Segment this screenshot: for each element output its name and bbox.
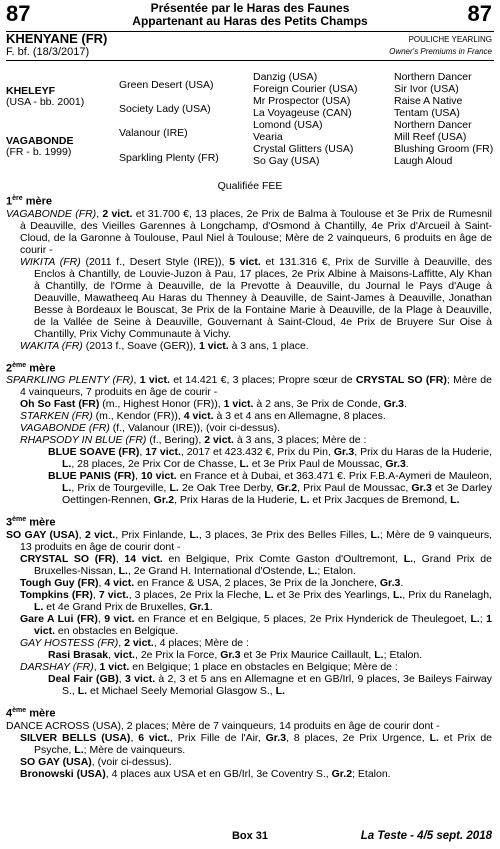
owner-line: Appartenant au Haras des Petits Champs bbox=[132, 14, 368, 28]
pedigree-dam: VAGABONDE bbox=[6, 135, 74, 147]
pedigree-sire: KHELEYF bbox=[6, 85, 56, 97]
second-dam-paragraph: SPARKLING PLENTY (FR), 1 vict. et 14.421 €, 3 places; Propre sœur de CRYSTAL SO (FR); Mère de 4 vainqueurs, 7 produits en âge de courir - bbox=[6, 374, 492, 399]
pedigree-gen4-3: Raise A Native bbox=[394, 95, 463, 107]
first-dam-paragraph: VAGABONDE (FR), 2 vict. et 31.700 €, 13 places, 2e Prix de Balma à Toulouse et 3e Prix de Rumesnil à Deauville, des Vieilles Garennes à Longchamp, d'Osmond à Chantilly, 4e Prix d'Arcueil à Saint-Cloud, de la Garonne à Toulouse, Paul Niel à Toulouse; Mère de 2 vainqueurs, 6 produits en âge de courir - bbox=[6, 207, 492, 256]
produce-record bbox=[6, 193, 492, 780]
pedigree-gen3-1: Danzig (USA) bbox=[253, 71, 318, 83]
produce-rhapsody-in-blue: RHAPSODY IN BLUE (FR) (f., Bering), 2 vict. à 3 ans, 3 places; Mère de : bbox=[20, 434, 367, 447]
consignor-header bbox=[90, 2, 410, 28]
pedigree-gen3-2: Foreign Courier (USA) bbox=[253, 83, 358, 95]
section-heading-4: 4ème mère bbox=[6, 706, 56, 720]
pedigree-gen4-6: Mill Reef (USA) bbox=[394, 131, 467, 143]
section-heading-3: 3ème mère bbox=[6, 516, 56, 529]
qualification: Qualifiée FEE bbox=[217, 180, 283, 192]
produce-wikita-2011: WIKITA (FR) (2011 f., Desert Style (IRE)), 5 vict. et 131.316 €, Prix de Surville à Deauville, des Enclos à Chantilly, de Louvie-Juzon à Pau, 17 places, 2e Prix Albine à Maisons-Laffitte, Aly Khan à Chantilly, de l'Orme à Deauville, de la Prevotte à Deauville, du Journal le Pays d'Auge à Deauville, Mawatheeq Au Haras du Thenney à Deauville, de Saint-James à Deauville, Jonathan Besse à Bordeaux le Bouscat, 3e Prix de la Fontaine Marie à Deauville, de la Plage à Deauville, de la Vallée de Seine à Deauville, Gouvernant à Saint-Cloud, 4e Prix de Bruyere Sur Oise à Chantilly, Prix Vichy Communaute à Vichy. bbox=[20, 255, 492, 340]
footer-sale-info: La Teste - 4/5 sept. 2018 bbox=[360, 830, 492, 842]
horse-name: KHENYANE (FR) bbox=[6, 31, 108, 46]
pedigree-gen2-4: Sparkling Plenty (FR) bbox=[119, 152, 219, 164]
pedigree-rule-top bbox=[6, 60, 494, 61]
owner-premium-tag: Owner's Premiums in France bbox=[389, 47, 492, 56]
pedigree-dam-info: (FR - b. 1999) bbox=[6, 146, 72, 158]
pedigree-gen3-5: Lomond (USA) bbox=[253, 119, 323, 131]
produce-gay-hostess: GAY HOSTESS (FR), 2 vict., 4 places; Mère de : bbox=[20, 636, 249, 649]
produce-blue-panis: BLUE PANIS (FR), 10 vict. en France et à Dubai, et 363.471 €. Prix F.B.A-Aymeri de Mauleon, L., Prix de Tourgeville, L. 2e Oak Tree Derby, Gr.2, Prix Paul de Moussac, Gr.3 et 3e Darley Oettingen-Rennen, Gr.2, Prix Haras de la Huderie, L. et Prix Jacques de Bremond, L. bbox=[48, 470, 493, 507]
lot-number-left: 87 bbox=[6, 1, 31, 26]
produce-so-gay: SO GAY (USA), (voir ci-dessus). bbox=[20, 755, 172, 768]
produce-deal-fair: Deal Fair (GB), 3 vict. à 2, 3 et 5 ans en Allemagne et en GB/Irl, 9 places, 3e Baileys Fairway S., L. et Michael Seely Memorial Glasgow S., L. bbox=[48, 672, 492, 697]
footer-box-number: Box 31 bbox=[231, 830, 269, 842]
produce-oh-so-fast: Oh So Fast (FR) (m., Highest Honor (FR)), 1 vict. à 2 ans, 3e Prix de Conde, Gr.3. bbox=[20, 398, 407, 411]
pedigree-sire-info: (USA - bb. 2001) bbox=[6, 96, 85, 108]
produce-crystal-so: CRYSTAL SO (FR), 14 vict. en Belgique, Prix Comte Gaston d'Oultremont, L., Grand Prix de Bruxelles-Nissan, L., 2e Grand H. International d'Ostende, L.; Etalon. bbox=[20, 552, 492, 577]
pedigree-gen4-7: Blushing Groom (FR) bbox=[394, 143, 494, 155]
lot-number-right: 87 bbox=[467, 1, 492, 26]
pedigree-gen4-5: Northern Dancer bbox=[394, 119, 472, 131]
pedigree-gen3-6: Vearia bbox=[253, 131, 283, 143]
produce-silver-bells: SILVER BELLS (USA), 6 vict., Prix Fille de l'Air, Gr.3, 8 places, 2e Prix Urgence, L. et Prix de Psyche, L.; Mère de vainqueurs. bbox=[20, 731, 492, 756]
pedigree-gen3-7: Crystal Glitters (USA) bbox=[253, 143, 354, 155]
pedigree-gen3-3: Mr Prospector (USA) bbox=[253, 95, 351, 107]
pedigree-gen4-2: Sir Ivor (USA) bbox=[394, 83, 459, 95]
pedigree-gen3-4: La Voyageuse (CAN) bbox=[253, 107, 352, 119]
pedigree-gen2-3: Valanour (IRE) bbox=[119, 127, 188, 139]
produce-tough-guy: Tough Guy (FR), 4 vict. en France & USA, 2 places, 3e Prix de la Jonchere, Gr.3. bbox=[20, 576, 404, 589]
consignor-line: Présentée par le Haras des Faunes bbox=[150, 1, 350, 15]
produce-wakita-2013: WAKITA (FR) (2013 f., Soave (GER)), 1 vict. à 3 ans, 1 place. bbox=[20, 339, 309, 352]
produce-blue-soave: BLUE SOAVE (FR), 17 vict., 2017 et 423.432 €, Prix du Pin, Gr.3, Prix du Haras de la Huderie, L., 28 places, 2e Prix Cor de Chasse, L. et 3e Prix Paul de Moussac, Gr.3. bbox=[48, 446, 493, 471]
produce-gare-a-lui: Gare A Lui (FR), 9 vict. en France et en Belgique, 5 places, 2e Prix Hynderick de Theulegoet, L.; 1 vict. en obstacles en Belgique. bbox=[20, 612, 492, 637]
produce-rasi-brasak: Rasi Brasak, vict., 2e Prix la Force, Gr.3 et 3e Prix Maurice Caillault, L.; Etalon. bbox=[48, 648, 423, 661]
pedigree-gen4-4: Tentam (USA) bbox=[394, 107, 460, 119]
fourth-dam-paragraph: DANCE ACROSS (USA), 2 places; Mère de 7 vainqueurs, 14 produits en âge de courir dont - bbox=[6, 719, 440, 732]
produce-bronowski: Bronowski (USA), 4 places aux USA et en GB/Irl, 3e Coventry S., Gr.2; Etalon. bbox=[20, 767, 391, 780]
produce-starken: STARKEN (FR) (m., Kendor (FR)), 4 vict. à 3 et 4 ans en Allemagne, 8 places. bbox=[20, 410, 386, 423]
pedigree-gen4-8: Laugh Aloud bbox=[394, 155, 453, 167]
section-heading-1: 1ère mère bbox=[6, 195, 52, 208]
produce-tompkins: Tompkins (FR), 7 vict., 3 places, 2e Prix la Fleche, L. et 3e Prix des Yearlings, L., Prix du Ranelagh, L. et 4e Grand Prix de Bruxelles, Gr.1. bbox=[20, 588, 492, 613]
third-dam-paragraph: SO GAY (USA), 2 vict., Prix Finlande, L., 3 places, 3e Prix des Belles Filles, L.; Mère de 9 vainqueurs, 13 produits en âge de courir dont - bbox=[6, 528, 492, 553]
sex-tag: POULICHE YEARLING bbox=[408, 35, 492, 44]
pedigree-gen2-1: Green Desert (USA) bbox=[119, 79, 214, 91]
pedigree-gen4-1: Northern Dancer bbox=[394, 71, 472, 83]
pedigree-gen2-2: Society Lady (USA) bbox=[119, 103, 211, 115]
produce-darshay: DARSHAY (FR), 1 vict. en Belgique; 1 place en obstacles en Belgique; Mère de : bbox=[20, 660, 398, 673]
horse-info: F. bf. (18/3/2017) bbox=[6, 46, 90, 58]
pedigree-gen3-8: So Gay (USA) bbox=[253, 155, 320, 167]
section-heading-2: 2ème mère bbox=[6, 361, 56, 375]
produce-vagabonde: VAGABONDE (FR) (f., Valanour (IRE)), (voir ci-dessus). bbox=[20, 422, 281, 435]
